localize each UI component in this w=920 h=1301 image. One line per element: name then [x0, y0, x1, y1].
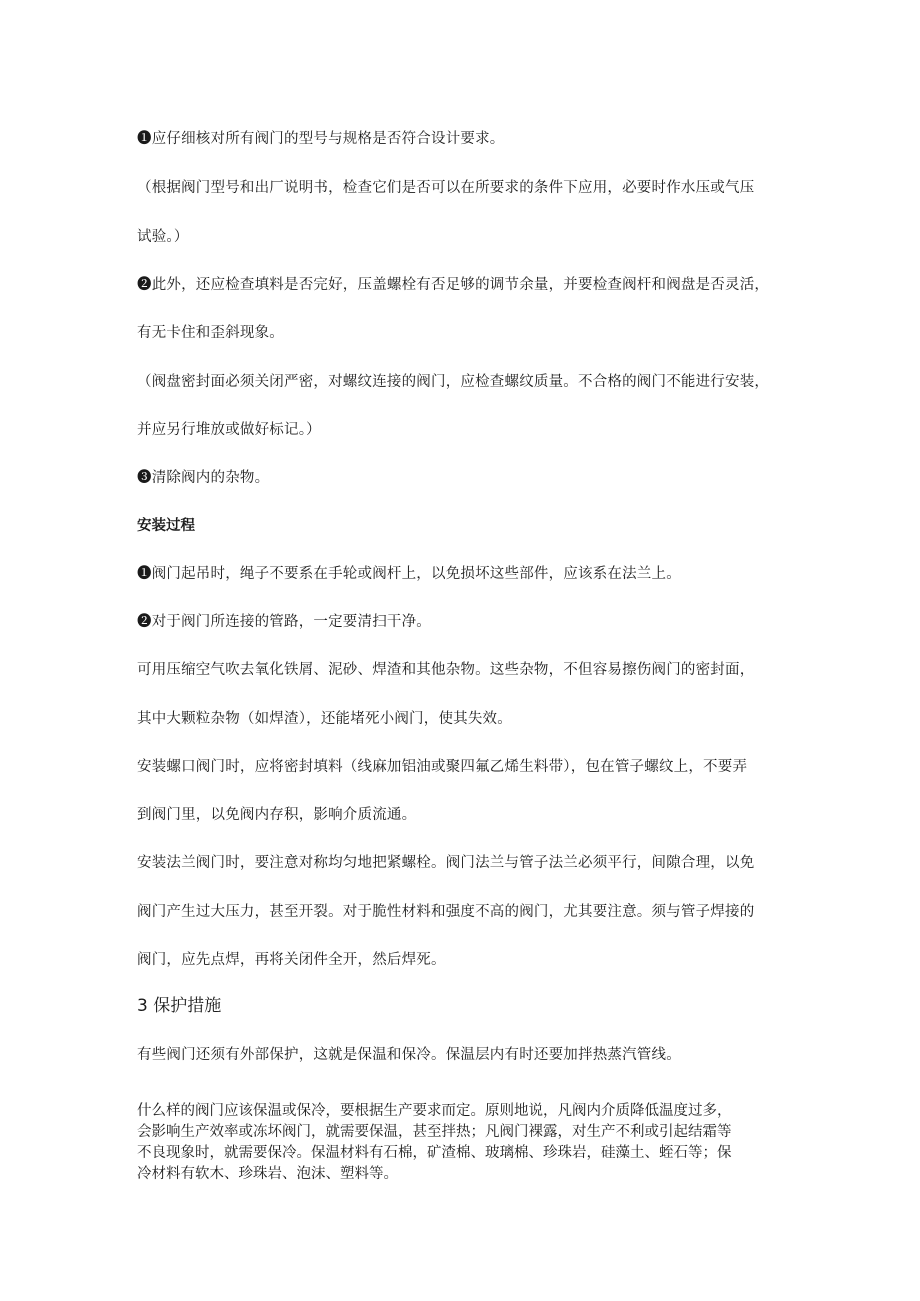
prep-note-1-line-2: 试验。） — [137, 229, 189, 245]
install-paragraph-2-line-2: 到阀门里，以免阀内存积，影响介质流通。 — [137, 807, 417, 823]
protection-paragraph-2-line-2: 会影响生产效率或冻坏阀门，就需要保温，甚至拌热；凡阀门裸露，对生产不利或引起结霜等 — [137, 1124, 732, 1140]
prep-note-2-line-1: （阀盘密封面必须关闭严密，对螺纹连接的阀门，应检查螺纹质量。不合格的阀门不能进行安装， — [137, 374, 770, 390]
install-item-1: ❶阀门起吊时，绳子不要系在手轮或阀杆上，以免损坏这些部件，应该系在法兰上。 — [137, 566, 681, 582]
install-paragraph-1-line-2: 其中大颗粒杂物（如焊渣），还能堵死小阀门，使其失效。 — [137, 711, 512, 727]
protection-paragraph-1: 有些阀门还须有外部保护，这就是保温和保冷。保温层内有时还要加拌热蒸汽管线。 — [137, 1047, 681, 1063]
prep-note-2-line-2: 并应另行堆放或做好标记。） — [137, 422, 321, 438]
install-paragraph-2-line-1: 安装螺口阀门时，应将密封填料（线麻加铝油或聚四氟乙烯生料带），包在管子螺纹上，不要弄 — [137, 759, 748, 775]
install-paragraph-3-line-2: 阀门产生过大压力，甚至开裂。对于脆性材料和强度不高的阀门，尤其要注意。须与管子焊接的 — [137, 904, 755, 920]
prep-item-1: ❶应仔细核对所有阀门的型号与规格是否符合设计要求。 — [137, 131, 505, 147]
prep-item-2-line-1: ❷此外，还应检查填料是否完好，压盖螺栓有否足够的调节余量，并要检查阀杆和阀盘是否灵活， — [137, 277, 770, 293]
prep-item-3: ❸清除阀内的杂物。 — [137, 470, 270, 486]
protection-paragraph-2-line-3: 不良现象时，就需要保冷。保温材料有石棉，矿渣棉、玻璃棉、珍珠岩，硅藻土、蛭石等；保 — [137, 1145, 732, 1161]
install-paragraph-3-line-1: 安装法兰阀门时，要注意对称均匀地把紧螺栓。阀门法兰与管子法兰必须平行，间隙合理，以免 — [137, 855, 755, 871]
prep-note-1-line-1: （根据阀门型号和出厂说明书，检查它们是否可以在所要求的条件下应用，必要时作水压或气压 — [137, 180, 755, 196]
protection-paragraph-2-line-1: 什么样的阀门应该保温或保冷，要根据生产要求而定。原则地说，凡阀内介质降低温度过多， — [137, 1103, 732, 1119]
install-heading: 安装过程 — [137, 518, 195, 534]
prep-item-2-line-2: 有无卡住和歪斜现象。 — [137, 325, 284, 341]
protection-heading: 3 保护措施 — [137, 996, 222, 1016]
install-paragraph-1-line-1: 可用压缩空气吹去氧化铁屑、泥砂、焊渣和其他杂物。这些杂物，不但容易擦伤阀门的密封面， — [137, 662, 755, 678]
protection-paragraph-2-line-4: 冷材料有软木、珍珠岩、泡沫、塑料等。 — [137, 1166, 398, 1182]
install-paragraph-3-line-3: 阀门，应先点焊，再将关闭件全开，然后焊死。 — [137, 952, 446, 968]
install-item-2: ❷对于阀门所连接的管路，一定要清扫干净。 — [137, 614, 431, 630]
